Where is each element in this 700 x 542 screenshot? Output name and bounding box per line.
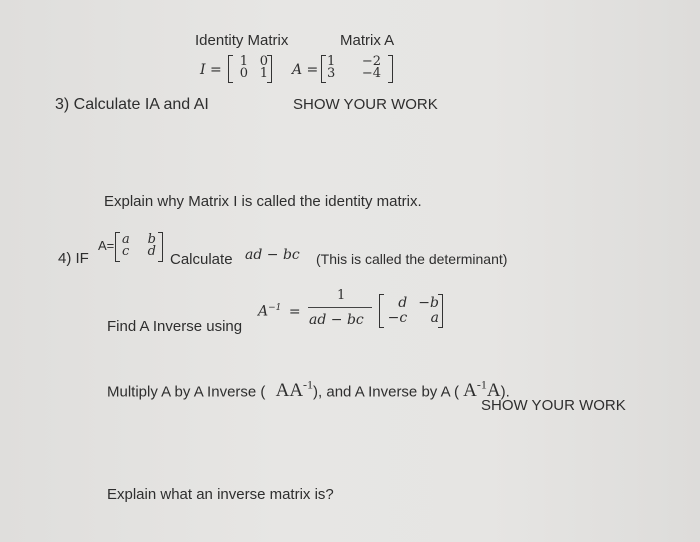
a-inverse-a-base2: A — [486, 380, 501, 402]
general-matrix-cell: c — [122, 244, 130, 259]
aa-inverse — [276, 380, 313, 401]
identity-label: I = — [200, 62, 222, 78]
multiply-text-c: ). — [500, 383, 510, 401]
general-matrix-cell: b — [147, 232, 156, 247]
q3-label: 3) Calculate IA and AI — [55, 96, 209, 113]
fraction-numerator: 1 — [337, 288, 346, 303]
multiply-instruction — [107, 378, 510, 402]
identity-cell: 1 — [259, 66, 268, 81]
identity-cell: 1 — [239, 54, 248, 69]
multiply-text-b: ), and A Inverse by A ( — [313, 383, 459, 401]
matrix-a — [322, 55, 392, 83]
adjugate-matrix — [380, 294, 442, 328]
matrix-a-cell: 1 — [327, 54, 336, 69]
a-inverse-a-base: A — [463, 380, 477, 402]
inverse-lhs — [258, 303, 301, 320]
general-matrix-cell: d — [147, 244, 156, 259]
matrix-a-heading: Matrix A — [340, 32, 395, 49]
inverse-equals: = — [288, 303, 301, 320]
identity-cell: 0 — [239, 66, 248, 81]
determinant-note — [316, 251, 507, 267]
adjugate-cell: −c — [387, 310, 408, 326]
find-inverse-label: Find A Inverse using — [107, 318, 243, 335]
q3-explain-text: Explain why Matrix I is called the identity matrix. — [104, 193, 422, 210]
q3-show-work: SHOW YOUR WORK — [293, 96, 438, 113]
q4-calculate: Calculate — [170, 251, 233, 268]
general-matrix-cell: a — [122, 232, 130, 247]
matrix-a-label: A = — [292, 62, 319, 78]
identity-matrix — [229, 55, 271, 83]
matrix-a-cell: −2 — [361, 54, 381, 69]
inverse-lhs-exponent: −1 — [268, 303, 282, 313]
determinant-expression: ad − bc — [245, 247, 300, 263]
q3-explain — [104, 193, 422, 210]
a-inverse-a-exponent: -1 — [476, 378, 487, 392]
fraction-bar — [308, 307, 372, 308]
aa-inverse-exponent: -1 — [303, 378, 314, 392]
adjugate-cell: a — [430, 310, 439, 326]
identity-matrix-heading: Identity Matrix — [195, 32, 289, 49]
general-matrix — [116, 232, 162, 262]
multiply-text-a: Multiply A by A Inverse ( — [107, 383, 266, 401]
adjugate-cell: d — [398, 295, 408, 311]
matrix-a-cell: −4 — [361, 66, 381, 81]
q4-a-label: A= — [98, 238, 115, 253]
matrix-a-cell: 3 — [327, 66, 336, 81]
adjugate-cell: −b — [418, 295, 439, 311]
explain-inverse: Explain what an inverse matrix is? — [107, 486, 334, 503]
q4-show-work: SHOW YOUR WORK — [481, 397, 626, 414]
q4-prefix: 4) IF — [58, 250, 89, 267]
determinant-note-text: (This is called the determinant) — [316, 251, 508, 267]
aa-inverse-base: AA — [275, 380, 304, 402]
fraction-denominator: ad − bc — [309, 312, 364, 328]
inverse-lhs-base: A — [258, 303, 269, 320]
identity-cell: 0 — [259, 54, 268, 69]
